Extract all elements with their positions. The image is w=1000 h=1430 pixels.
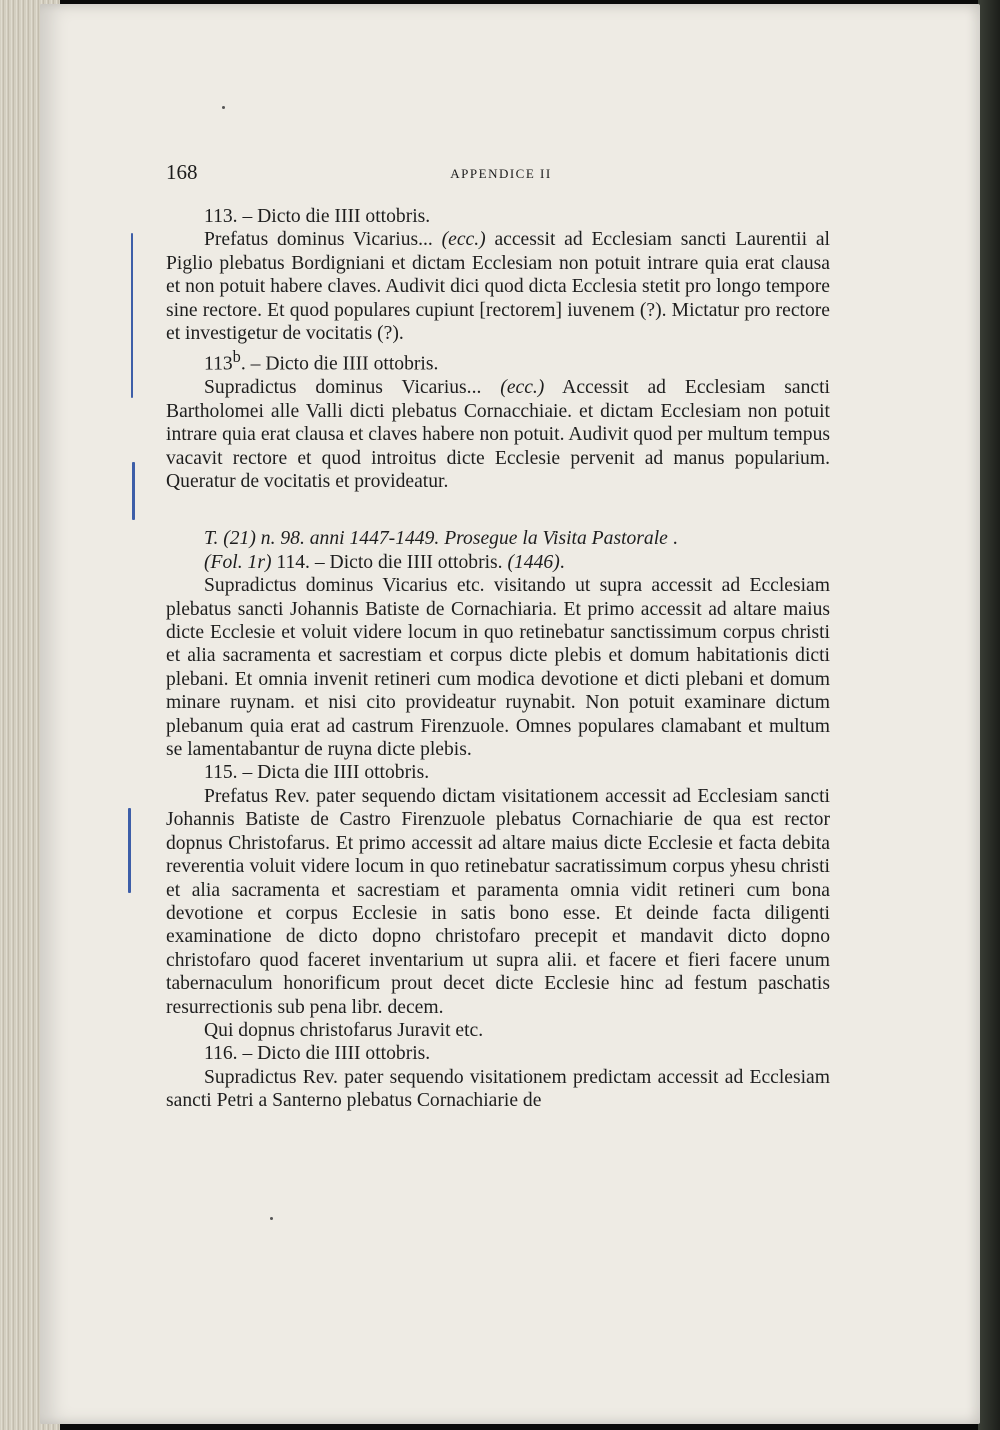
- text-paragraph: 113. – Dicto die IIII ottobris.: [204, 206, 431, 227]
- page-header: [166, 160, 836, 190]
- body-text: [166, 205, 830, 1113]
- running-head: APPENDICE II: [450, 166, 552, 181]
- text-paragraph: (Fol. 1r) 114. – Dicto die IIII ottobris. (1446).: [204, 551, 565, 573]
- text-paragraph: 115. – Dicta die IIII ottobris.: [204, 762, 430, 784]
- text-paragraph: T. (21) n. 98. anni 1447-1449. Prosegue la Visita Pastorale .: [204, 528, 678, 550]
- margin-pencil-mark: [128, 808, 131, 893]
- page-number: 168: [166, 160, 198, 184]
- text-paragraph: Supradictus Rev. pater sequendo visitationem predictam accessit ad Ecclesiam sancti Petri a Santerno plebatus Cornachiarie de: [166, 1066, 830, 1112]
- text-paragraph: Qui dopnus christofarus Juravit etc.: [204, 1019, 484, 1041]
- text-paragraph: 113$^b$. – Dicto die IIII ottobris.: [204, 347, 439, 375]
- ink-speck: [270, 1217, 273, 1220]
- section-gap: [166, 493, 830, 527]
- text-paragraph: Prefatus Rev. pater sequendo dictam visitationem accessit ad Ecclesiam sancti Johannis Batiste de Castro Firenzuole plebatus Cornachiarie de qua est rector dopnus Christofarus. Et primo accessit ad altare maius dicte Ecclesie et facta debita reverentia voluit videre locum in quo retinebatur sacratissimum corpus yhesu christi et alia sacramenta et sacrestiam et paramenta omnia vidit retineri cum bona devotione et corpus Ecclesie in satis bono esse. Et deinde facta diligenti examinatione de dicto dopno christofaro precepit et mandavit dicto dopno christofaro quod faceret inventarium ut supra alii. et facere et fieri facere unum tabernaculum honorificum prout decet dicte Ecclesie hinc ad festum paschatis resurrectionis sub pena libr. decem.: [166, 785, 830, 1018]
- text-paragraph: Prefatus dominus Vicarius... (ecc.) accessit ad Ecclesiam sancti Laurentii al Piglio plebatus Bordigniani et dictam Ecclesiam non potuit intrare quia erat clausa et non potuit habere claves. Audivit dici quod dicta Ecclesia stetit pro longo tempore sine rectore. Et quod populares cupiunt [rectorem] iuvenem (?). Mictatur pro rectore et investigetur de vocitatis (?).: [166, 229, 830, 345]
- text-paragraph: 116. – Dicto die IIII ottobris.: [204, 1043, 431, 1065]
- margin-pencil-mark: [131, 233, 133, 398]
- ink-speck: [222, 106, 225, 109]
- book-spine: [978, 0, 1000, 1430]
- text-paragraph: Supradictus dominus Vicarius etc. visitando ut supra accessit ad Ecclesiam plebatus sancti Johannis Batiste de Cornachiaria. Et primo accessit ad altare maius dicte Ecclesie et voluit videre locum in quo retinebatur sanctissimum corpus christi et alia sacramenta et sacrestiam et corpus dicte plebis et domum habitationis dicti plebani. Et omnia invenit retineri cum modica devotione et dicti plebani et domum minare ruynam. et nisi cito provideatur ruynabit. Non potuit examinare dictum plebanum quia erat ad castrum Firenzuole. Omnes populares clamabant et multum se lamentabantur de ruyna dicte plebis.: [166, 575, 830, 761]
- text-paragraph: Supradictus dominus Vicarius... (ecc.) Accessit ad Ecclesiam sancti Bartholomei alle Valli dicti plebatus Cornacchiaie. et dictam Ecclesiam non potuit intrare quia erat clausa et claves habere non potuit. Audivit quod per multum tempus vacavit rectore et quod introitus dicte Ecclesie pervenit ad manus popularium. Queratur de vocitatis et provideatur.: [166, 377, 830, 492]
- margin-pencil-mark: [132, 462, 135, 520]
